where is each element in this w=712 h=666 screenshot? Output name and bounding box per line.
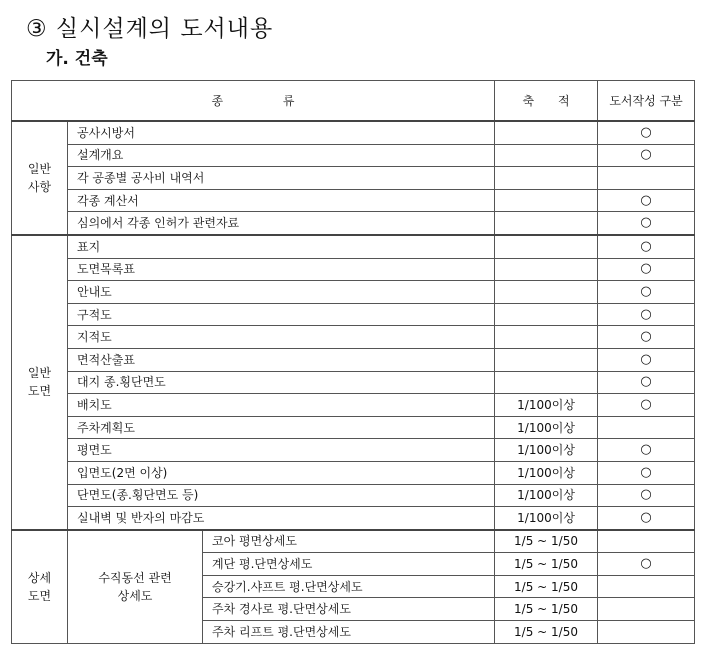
table-row bbox=[12, 439, 695, 462]
item-scale: 1/5 ~ 1/50 bbox=[495, 598, 598, 621]
table-row bbox=[12, 189, 695, 212]
item-name: 각종 계산서 bbox=[68, 189, 495, 212]
group-label: 상세 도면 bbox=[12, 530, 68, 643]
item-name: 단면도(종.횡단면도 등) bbox=[68, 484, 495, 507]
item-name: 표지 bbox=[68, 235, 495, 258]
item-name: 평면도 bbox=[68, 439, 495, 462]
table-row bbox=[12, 144, 695, 167]
item-mark: ○ bbox=[598, 484, 695, 507]
item-mark: ○ bbox=[598, 235, 695, 258]
table-row bbox=[12, 416, 695, 439]
item-name: 입면도(2면 이상) bbox=[68, 461, 495, 484]
table-row bbox=[12, 484, 695, 507]
header-mark: 도서작성 구분 bbox=[598, 81, 695, 122]
item-mark: ○ bbox=[598, 326, 695, 349]
item-mark: ○ bbox=[598, 348, 695, 371]
header-scale: 축 적 bbox=[522, 93, 580, 108]
item-scale bbox=[495, 303, 598, 326]
item-name: 배치도 bbox=[68, 394, 495, 417]
item-mark: ○ bbox=[598, 189, 695, 212]
table-row bbox=[12, 348, 695, 371]
item-mark: ○ bbox=[598, 394, 695, 417]
table-row bbox=[12, 281, 695, 304]
item-scale: 1/100이상 bbox=[495, 507, 598, 530]
item-mark: ○ bbox=[598, 461, 695, 484]
item-mark bbox=[598, 530, 695, 553]
item-scale bbox=[495, 281, 598, 304]
item-mark: ○ bbox=[598, 144, 695, 167]
item-name: 구적도 bbox=[68, 303, 495, 326]
item-scale bbox=[495, 348, 598, 371]
item-mark: ○ bbox=[598, 371, 695, 394]
item-scale: 1/5 ~ 1/50 bbox=[495, 553, 598, 576]
item-name: 주차계획도 bbox=[68, 416, 495, 439]
group-label: 일반 도면 bbox=[12, 235, 68, 530]
item-mark: ○ bbox=[598, 281, 695, 304]
item-name: 코아 평면상세도 bbox=[203, 530, 495, 553]
subsection-heading: 가. 건축 bbox=[46, 49, 108, 69]
item-mark bbox=[598, 598, 695, 621]
drawing-contents-table bbox=[11, 80, 695, 644]
group-label: 일반 사항 bbox=[12, 121, 68, 235]
item-scale bbox=[495, 167, 598, 190]
item-mark bbox=[598, 575, 695, 598]
table-row bbox=[12, 461, 695, 484]
item-scale bbox=[495, 189, 598, 212]
table-row bbox=[12, 121, 695, 144]
table-row bbox=[12, 530, 695, 553]
table-row bbox=[12, 371, 695, 394]
item-name: 지적도 bbox=[68, 326, 495, 349]
item-mark: ○ bbox=[598, 121, 695, 144]
item-mark: ○ bbox=[598, 553, 695, 576]
item-scale bbox=[495, 235, 598, 258]
item-scale: 1/100이상 bbox=[495, 484, 598, 507]
section-heading: ③ 실시설계의 도서내용 bbox=[26, 16, 274, 42]
item-name: 도면목록표 bbox=[68, 258, 495, 281]
item-name: 주차 리프트 평.단면상세도 bbox=[203, 621, 495, 644]
item-name: 면적산출표 bbox=[68, 348, 495, 371]
item-scale bbox=[495, 371, 598, 394]
item-name: 설계개요 bbox=[68, 144, 495, 167]
item-scale bbox=[495, 326, 598, 349]
item-mark bbox=[598, 167, 695, 190]
table-row bbox=[12, 303, 695, 326]
item-scale: 1/5 ~ 1/50 bbox=[495, 530, 598, 553]
table-row bbox=[12, 258, 695, 281]
item-mark bbox=[598, 416, 695, 439]
table-row bbox=[12, 212, 695, 235]
table-row bbox=[12, 507, 695, 530]
item-scale: 1/5 ~ 1/50 bbox=[495, 621, 598, 644]
item-name: 각 공종별 공사비 내역서 bbox=[68, 167, 495, 190]
item-mark: ○ bbox=[598, 303, 695, 326]
subgroup-label: 수직동선 관련 상세도 bbox=[68, 530, 203, 643]
item-scale: 1/100이상 bbox=[495, 439, 598, 462]
item-scale bbox=[495, 144, 598, 167]
item-mark: ○ bbox=[598, 258, 695, 281]
item-mark: ○ bbox=[598, 507, 695, 530]
item-scale: 1/100이상 bbox=[495, 461, 598, 484]
item-name: 심의에서 각종 인허가 관련자료 bbox=[68, 212, 495, 235]
item-name: 실내벽 및 반자의 마감도 bbox=[68, 507, 495, 530]
item-name: 공사시방서 bbox=[68, 121, 495, 144]
table-row bbox=[12, 167, 695, 190]
item-scale: 1/100이상 bbox=[495, 394, 598, 417]
header-kind: 종 류 bbox=[211, 93, 323, 108]
item-scale bbox=[495, 258, 598, 281]
item-name: 안내도 bbox=[68, 281, 495, 304]
item-name: 계단 평.단면상세도 bbox=[203, 553, 495, 576]
item-name: 대지 종.횡단면도 bbox=[68, 371, 495, 394]
table-row bbox=[12, 235, 695, 258]
item-mark: ○ bbox=[598, 439, 695, 462]
table-row bbox=[12, 326, 695, 349]
item-scale: 1/5 ~ 1/50 bbox=[495, 575, 598, 598]
item-scale bbox=[495, 212, 598, 235]
item-scale bbox=[495, 121, 598, 144]
item-name: 승강기.샤프트 평.단면상세도 bbox=[203, 575, 495, 598]
table-header-row bbox=[12, 81, 695, 122]
table-row bbox=[12, 394, 695, 417]
item-mark bbox=[598, 621, 695, 644]
item-mark: ○ bbox=[598, 212, 695, 235]
item-name: 주차 경사로 평.단면상세도 bbox=[203, 598, 495, 621]
item-scale: 1/100이상 bbox=[495, 416, 598, 439]
